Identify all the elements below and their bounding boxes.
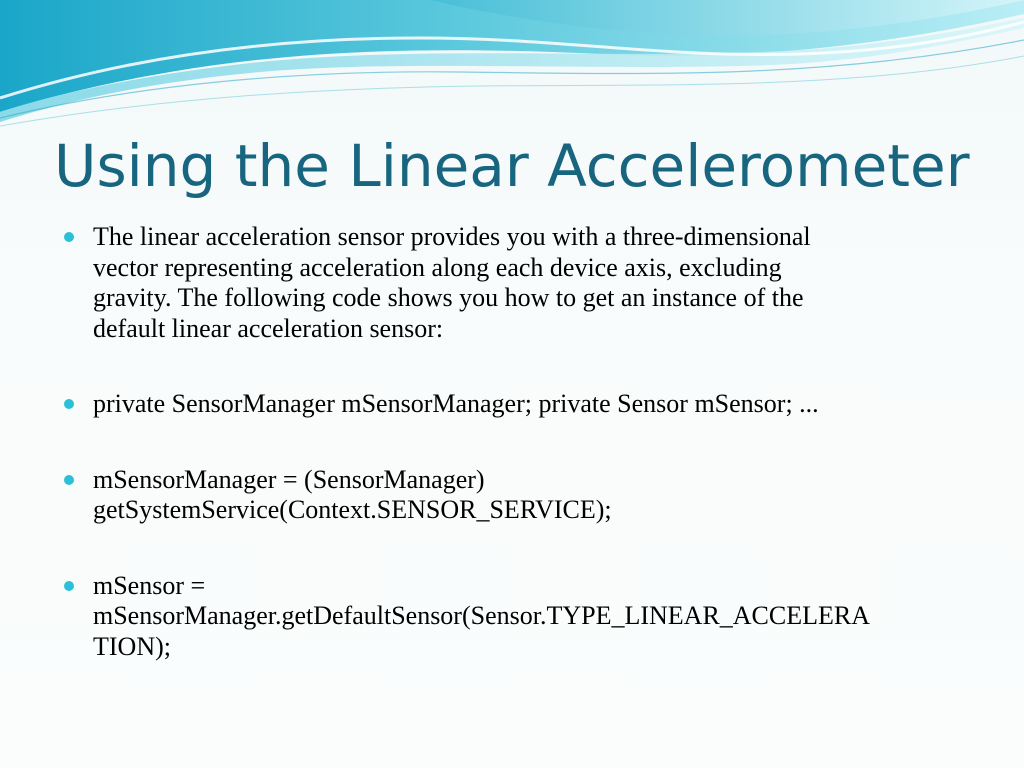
bullet-line: mSensorManager = (SensorManager) (93, 464, 485, 494)
bullet-icon (64, 399, 74, 409)
bullet-line: vector representing acceleration along each device axis, excluding (93, 252, 782, 282)
slide-title: Using the Linear Accelerometer (54, 132, 970, 200)
bullet-icon (64, 232, 74, 242)
bullet-line: getSystemService(Context.SENSOR_SERVICE); (93, 495, 612, 524)
bullet-item-description (62, 222, 962, 344)
bullet-item-declarations (62, 389, 962, 420)
bullet-icon (64, 581, 74, 591)
bullet-line: private SensorManager mSensorManager; private Sensor mSensor; ... (93, 389, 819, 418)
bullet-item-get-sensor (62, 571, 962, 663)
wave-decoration (0, 0, 1024, 130)
bullet-line: mSensorManager.getDefaultSensor(Sensor.TYPE_LINEAR_ACCELERA (93, 601, 871, 630)
bullet-line: mSensor = (93, 570, 206, 600)
bullet-line: gravity. The following code shows you how to get an instance of the (93, 283, 804, 312)
bullet-list (62, 222, 962, 662)
bullet-icon (64, 475, 74, 485)
bullet-item-get-service (62, 465, 962, 526)
bullet-line: TION); (93, 631, 171, 661)
bullet-line: The linear acceleration sensor provides you with a three-dimensional (93, 222, 811, 251)
bullet-line: default linear acceleration sensor: (93, 313, 444, 343)
